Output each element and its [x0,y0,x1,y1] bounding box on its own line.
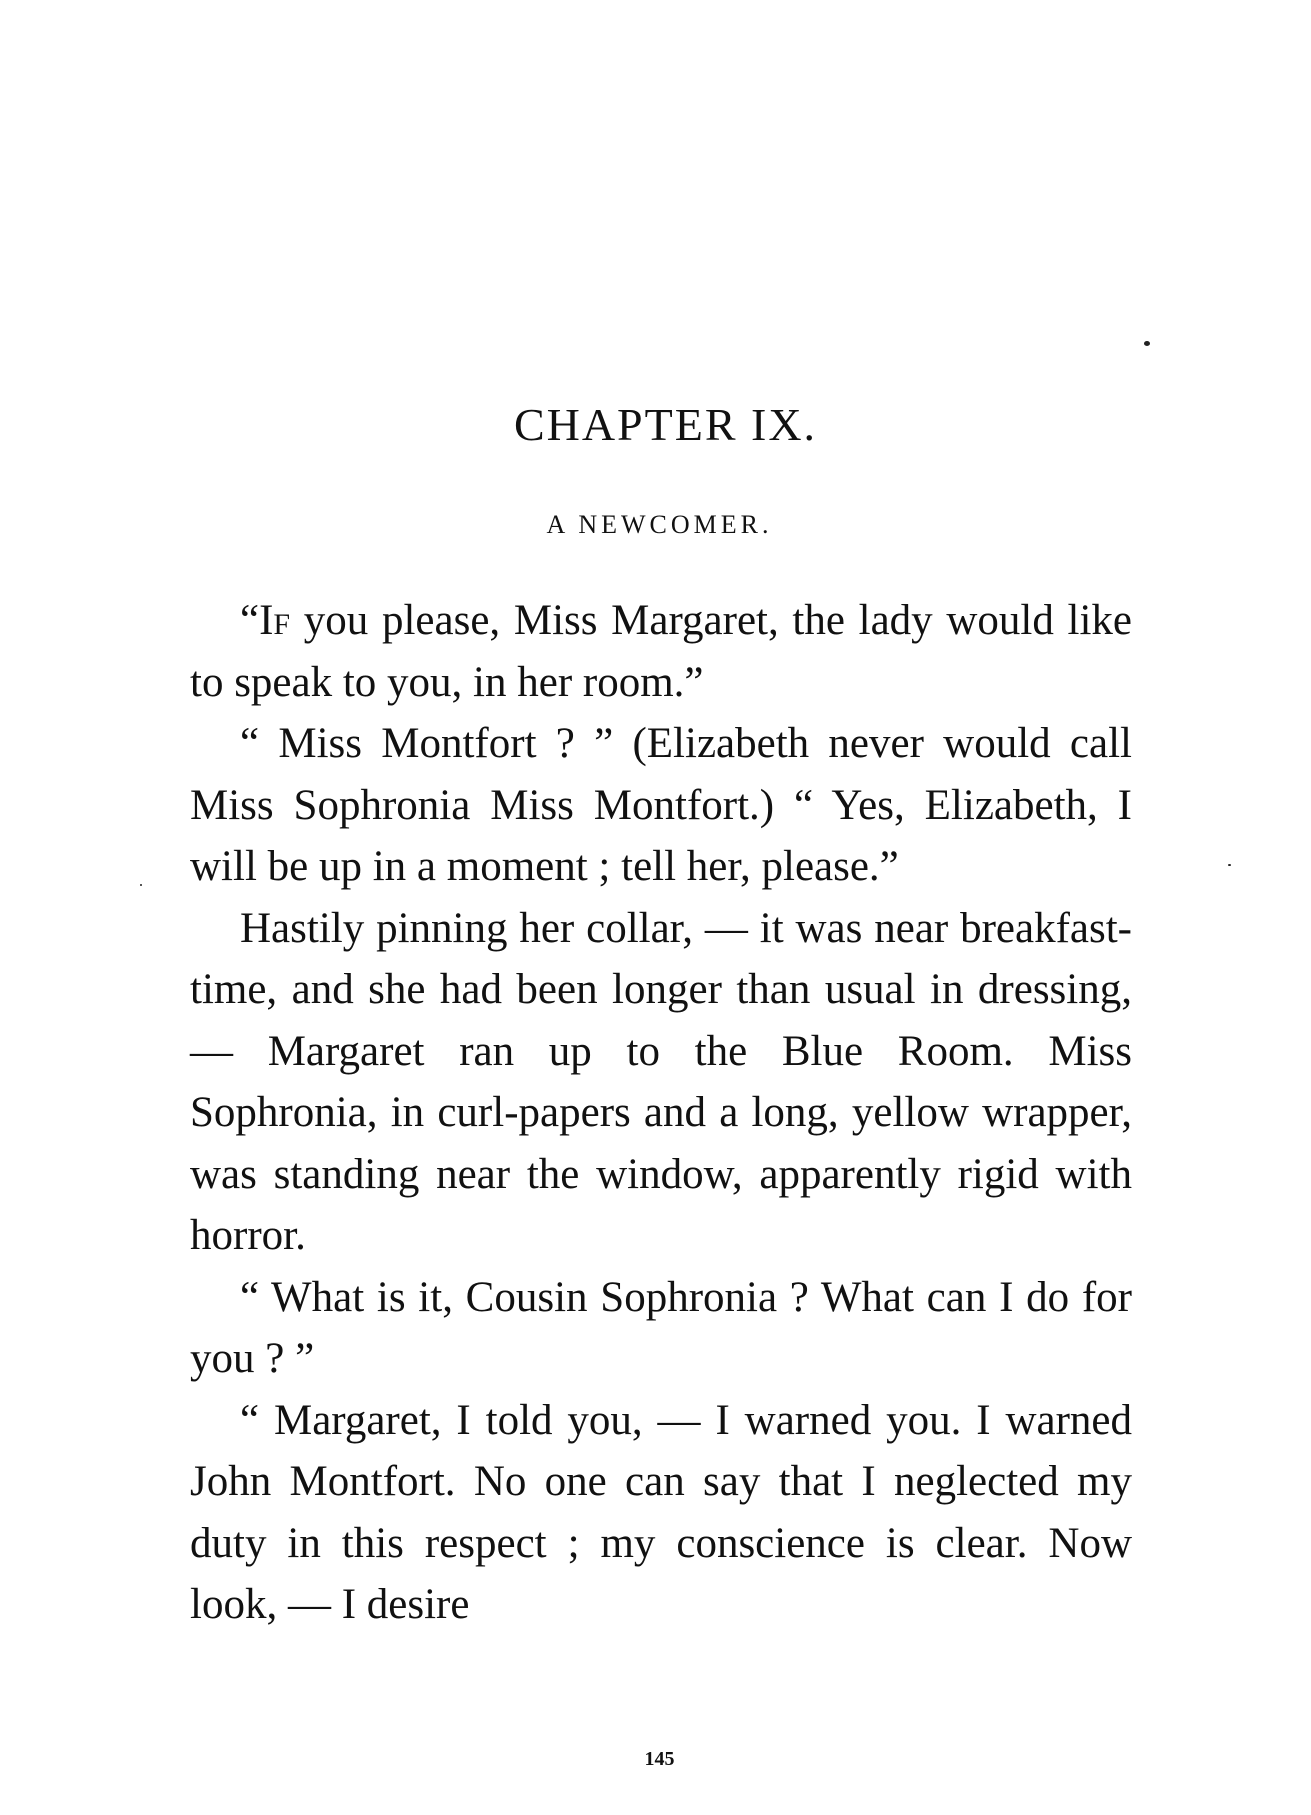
paragraph-text: Hastily pinning her collar, — it was near breakfast-time, and she had been longer than usual in dressing, — Margaret ran up to the Blue Room. Miss Sophronia, in curl-papers and a long, yellow wrapper, was standing near the window, apparently rigid with horror. [190,904,1132,1259]
ink-speck [1144,341,1150,346]
paragraph-text: you please, Miss Margaret, the lady would like to speak to you, in her room.” [190,597,1132,706]
ink-speck [140,884,142,886]
paragraph-4 [190,1267,1132,1390]
paragraph-2 [190,713,1132,898]
paragraph-text: “ What is it, Cousin Sophronia ? What can I do for you ? ” [190,1273,1132,1382]
paragraph-1 [190,590,1132,713]
small-caps-lead: If [259,597,291,644]
paragraph-3 [190,898,1132,1267]
body-text [190,590,1132,1636]
ink-speck [1228,864,1231,866]
paragraph-text: “ Margaret, I told you, — I warned you. I warned John Montfort. No one can say that I neglected my duty in this respect ; my conscience is clear. Now look, — I desire [190,1396,1132,1628]
paragraph-text: “ Miss Montfort ? ” (Elizabeth never would call Miss Sophronia Miss Montfort.) “ Yes, Elizabeth, I will be up in a moment ; tell her, please.” [190,720,1132,890]
chapter-subtitle: A NEWCOMER. [546,510,773,539]
chapter-title: CHAPTER IX. [513,399,818,450]
page-number: 145 [644,1748,675,1770]
paragraph-5 [190,1390,1132,1636]
opening-quote: “ [240,597,260,644]
